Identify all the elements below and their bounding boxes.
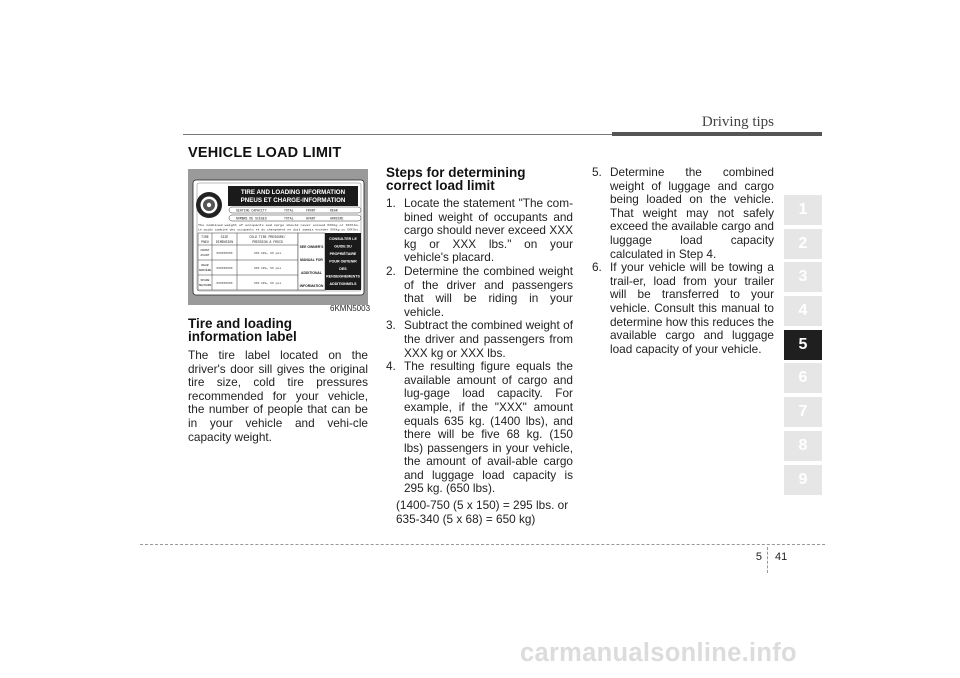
step-number: 4. [386, 359, 396, 374]
col-tire-en: TIRE [201, 235, 209, 239]
chapter-tab-1[interactable]: 1 [784, 195, 822, 225]
step-number: 5. [592, 165, 602, 179]
consulter-7: ADDITIONNELS [329, 282, 357, 286]
label-seating-front: FRONT [306, 208, 316, 213]
row-front-label-en: FRONT [200, 249, 210, 252]
step-item [592, 261, 774, 356]
step-item [592, 166, 774, 261]
consulter-1: CONSULTER LE [329, 237, 357, 241]
chapter-tab-2[interactable]: 2 [784, 229, 822, 259]
row-front-label-fr: AVANT [200, 254, 210, 257]
tire-label-heading: Tire and loading information label [188, 316, 297, 344]
step-text: If your vehicle will be towing a trail-er, load from your trailer will be transferred to your vehicle. Consult this manual to determine how this reduces the available cargo and luggage load capacity of your vehicle. [610, 260, 774, 356]
row-rear-pressure: XXX kPa, XX psi [253, 267, 282, 270]
row-spare-label-fr: SECOURS [198, 284, 212, 287]
label-seating-total: TOTAL [284, 208, 294, 213]
steps-list [386, 197, 573, 496]
row-rear-label-fr: ARRIÈRE [198, 269, 212, 272]
consulter-5: DES [339, 267, 347, 271]
see-owners-2: MANUAL FOR [300, 258, 323, 262]
col-size-en: SIZE [220, 235, 229, 239]
tire-icon [196, 192, 222, 218]
row-spare-pressure: XXX kPa, XX psi [253, 282, 282, 285]
see-owners-3: ADDITIONAL [301, 271, 322, 275]
chapter-tab-6[interactable]: 6 [784, 363, 822, 393]
label-places: NOMBRE DE SIÈGES [236, 216, 267, 221]
watermark: carmanualsonline.info [520, 639, 797, 667]
page-number-divider [767, 547, 768, 573]
tire-label-figure [188, 169, 368, 305]
chapter-tab-3[interactable]: 3 [784, 262, 822, 292]
label-header-fr: PNEUS ET CHARGE-INFORMATION [240, 197, 346, 204]
label-header-en: TIRE AND LOADING INFORMATION [240, 189, 346, 196]
chapter-tab-4[interactable]: 4 [784, 296, 822, 326]
col-pressure-fr: PRESSION À FROID [252, 240, 283, 244]
footer-page-number: 41 [775, 551, 788, 563]
chapter-tab-5[interactable]: 5 [784, 330, 822, 360]
footer-rule [140, 544, 825, 545]
chapter-nav [784, 195, 822, 498]
page-title: VEHICLE LOAD LIMIT [188, 145, 342, 161]
chapter-tab-8[interactable]: 8 [784, 431, 822, 461]
row-spare-size: XXXXXXXXX [216, 282, 233, 285]
section-label: Driving tips [701, 114, 774, 130]
label-places-total: TOTAL [284, 216, 294, 221]
column-2 [386, 166, 573, 526]
header-accent-bar [612, 132, 822, 136]
label-places-rear: ARRIÈRE [330, 216, 344, 221]
step-number: 3. [386, 318, 396, 333]
example-line-1: (1400-750 (5 x 150) = 295 lbs. or [396, 498, 569, 513]
consulter-4: POUR OBTENIR [329, 259, 357, 264]
column-3 [592, 166, 774, 356]
row-front-size: XXXXXXXXX [216, 252, 233, 255]
footer-chapter-number: 5 [755, 551, 762, 563]
consulter-3: PROPRIÉTAIRE [329, 252, 357, 256]
figure-caption: 6KMN5003 [330, 304, 371, 313]
see-owners-4: INFORMATION [299, 284, 324, 288]
steps-heading: Steps for determining correct load limit [386, 165, 526, 193]
label-note-en: The combined weight of occupants and cargo should never exceed XXXkg or XXXlbs. [198, 224, 336, 227]
step-number: 1. [386, 196, 396, 210]
tire-label-body: The tire label located on the driver's door sill gives the original tire size, cold tire pressures recommended for your vehicle, the number of people that can be in your vehicle and vehi-cle capacity weight. [188, 348, 368, 444]
label-places-front: AVANT [306, 216, 316, 221]
col-size-fr: DIMENSION [215, 240, 234, 244]
consulter-6: RENSEIGNEMENTS [326, 274, 360, 279]
label-seating-capacity: SEATING CAPACITY [236, 208, 267, 213]
col-tire-fr: PNEU [201, 240, 209, 244]
row-rear-size: XXXXXXXXX [216, 267, 233, 270]
chapter-tab-9[interactable]: 9 [784, 465, 822, 495]
chapter-tab-7[interactable]: 7 [784, 397, 822, 427]
see-owners-1: SEE OWNER'S [299, 245, 324, 249]
column-1 [188, 317, 368, 444]
label-seating-rear: REAR [330, 208, 338, 213]
example-line-2: 635-340 (5 x 68) = 650 kg) [396, 511, 536, 526]
step-item [386, 265, 573, 319]
step-number: 6. [592, 260, 602, 275]
col-pressure-en: COLD TIRE PRESSURE/ [249, 235, 286, 239]
row-spare-label-en: SPARE [200, 279, 210, 282]
row-front-pressure: XXX kPa, XX psi [253, 252, 282, 255]
steps-list-continued [592, 166, 774, 356]
consulter-2: GUIDE DU [334, 244, 352, 249]
step-text: Locate the statement "The com-bined weight of occupants and cargo should never exceed XXX kg or XXX lbs." on your vehicle's placard. [404, 196, 573, 265]
row-rear-label-en: REAR [201, 264, 209, 267]
step-number: 2. [386, 263, 396, 278]
step-text: The resulting figure equals the available amount of cargo and lug-gage load capacity. For example, if the "XXX" amount equals 635 kg. (1400 lbs), and there will be five 68 kg. (150 lbs) passengers in your vehicle, the amount of avail-able cargo and luggage load capacity is 295 kg. (650 lbs). [404, 359, 573, 496]
step-text: Determine the combined weight of the driver and passengers that will be riding in your vehicle. [404, 263, 573, 319]
step-item [386, 319, 573, 360]
step-item [386, 197, 573, 265]
step-text: Subtract the combined weight of the driver and passengers from XXX kg or XXX lbs. [404, 318, 573, 360]
step-text: Determine the combined weight of luggage and cargo being loaded on the vehicle. That weight may not safely exceed the available cargo and luggage load capacity calculated in Step 4. [610, 165, 774, 261]
label-note-fr: Le poids combiné des occupants et du chargement ne doit jamais excéder XXXkg ou XXXlbs. [198, 228, 349, 232]
step-item [386, 360, 573, 496]
